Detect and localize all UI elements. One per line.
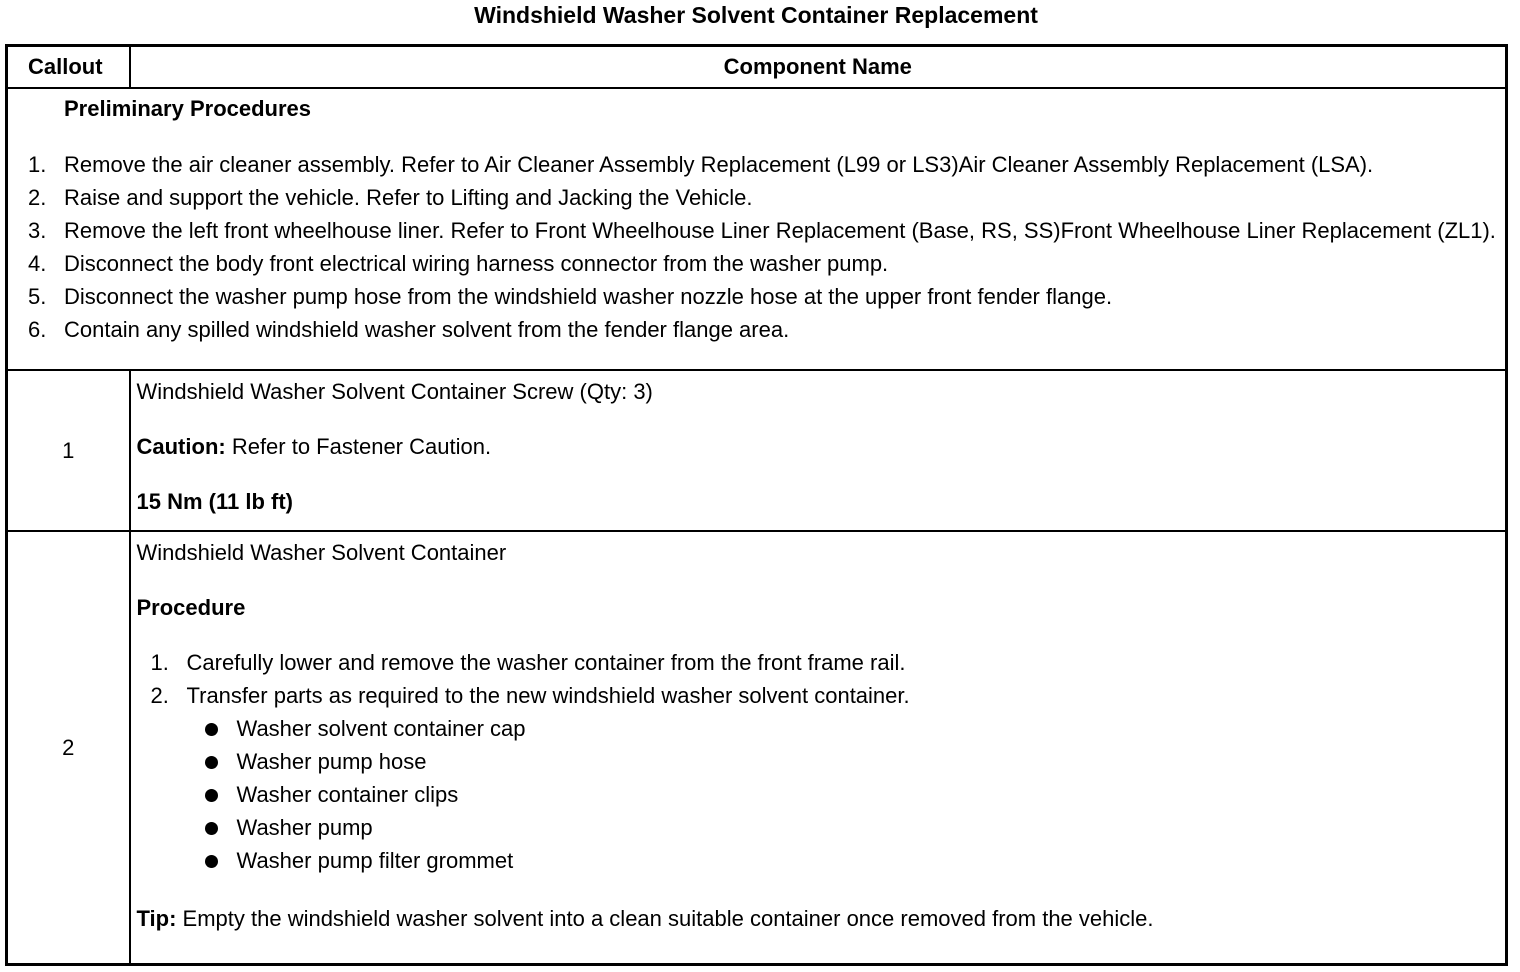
step-text: Transfer parts as required to the new windshield washer solvent container.	[186, 683, 910, 709]
caution-text: Refer to Fastener Caution.	[225, 434, 492, 460]
bullet-icon	[205, 822, 218, 835]
component-cell	[130, 370, 1507, 531]
part-name: Washer pump hose	[236, 749, 427, 775]
header-callout: Callout	[7, 46, 130, 89]
step-number: 2.	[28, 185, 47, 210]
step-text: Raise and support the vehicle. Refer to Lifting and Jacking the Vehicle.	[64, 185, 753, 210]
part-name: Washer container clips	[236, 782, 459, 808]
tip-label: Tip:	[136, 906, 177, 932]
step-text: Remove the left front wheelhouse liner. Refer to Front Wheelhouse Liner Replacement (Base, RS, SS)Front Wheelhouse Liner Replacement (ZL1).	[64, 218, 1496, 243]
list-item	[187, 714, 1506, 744]
part-name: Washer pump filter grommet	[236, 848, 514, 874]
callout-number: 2	[7, 531, 130, 964]
step-number: 3.	[28, 218, 47, 243]
step-number: 4.	[28, 251, 47, 276]
step-text: Contain any spilled windshield washer solvent from the fender flange area.	[64, 317, 790, 342]
caution-note	[137, 432, 1506, 462]
step-text: Disconnect the body front electrical wiring harness connector from the washer pump.	[64, 251, 889, 276]
step-number: 1.	[28, 152, 47, 177]
bullet-icon	[205, 789, 218, 802]
list-item	[8, 150, 1505, 180]
table-header-row	[7, 46, 1507, 89]
caution-label: Caution:	[136, 434, 226, 460]
list-item	[137, 648, 1506, 678]
document-title: Windshield Washer Solvent Container Replacement	[474, 2, 1038, 28]
preliminary-steps	[8, 150, 1505, 345]
list-item	[187, 747, 1506, 777]
step-text: Carefully lower and remove the washer container from the front frame rail.	[186, 650, 906, 676]
component-cell	[130, 531, 1507, 964]
procedure-steps	[137, 648, 1506, 876]
table-row	[7, 531, 1507, 964]
procedure-title: Procedure	[136, 595, 246, 621]
list-item	[8, 315, 1505, 345]
table-row	[7, 370, 1507, 531]
component-table	[5, 44, 1508, 966]
list-item	[8, 216, 1505, 246]
list-item	[187, 813, 1506, 843]
list-item	[8, 282, 1505, 312]
tip-text: Empty the windshield washer solvent into a clean suitable container once removed from the vehicle.	[176, 906, 1154, 932]
step-number: 5.	[28, 284, 47, 309]
preliminary-cell	[7, 88, 1507, 370]
header-component-name: Component Name	[130, 46, 1507, 89]
list-item	[8, 249, 1505, 279]
component-name: Windshield Washer Solvent Container Screw (Qty: 3)	[136, 379, 653, 405]
component-name: Windshield Washer Solvent Container	[136, 540, 507, 566]
step-number: 1.	[150, 650, 169, 676]
tip-note	[137, 904, 1506, 934]
bullet-icon	[205, 756, 218, 769]
list-item	[187, 846, 1506, 876]
list-item	[8, 183, 1505, 213]
step-text: Remove the air cleaner assembly. Refer to Air Cleaner Assembly Replacement (L99 or LS3)Air Cleaner Assembly Replacement (LSA).	[64, 152, 1374, 177]
torque-spec: 15 Nm (11 lb ft)	[136, 489, 293, 515]
bullet-icon	[205, 855, 218, 868]
part-name: Washer solvent container cap	[236, 716, 526, 742]
list-item	[137, 681, 1506, 876]
step-number: 6.	[28, 317, 47, 342]
list-item	[187, 780, 1506, 810]
preliminary-title: Preliminary Procedures	[64, 96, 312, 121]
parts-list	[187, 714, 1506, 876]
step-text: Disconnect the washer pump hose from the windshield washer nozzle hose at the upper front fender flange.	[64, 284, 1113, 309]
bullet-icon	[205, 723, 218, 736]
part-name: Washer pump	[236, 815, 373, 841]
callout-number: 1	[7, 370, 130, 531]
step-number: 2.	[150, 683, 169, 709]
preliminary-row	[7, 88, 1507, 370]
